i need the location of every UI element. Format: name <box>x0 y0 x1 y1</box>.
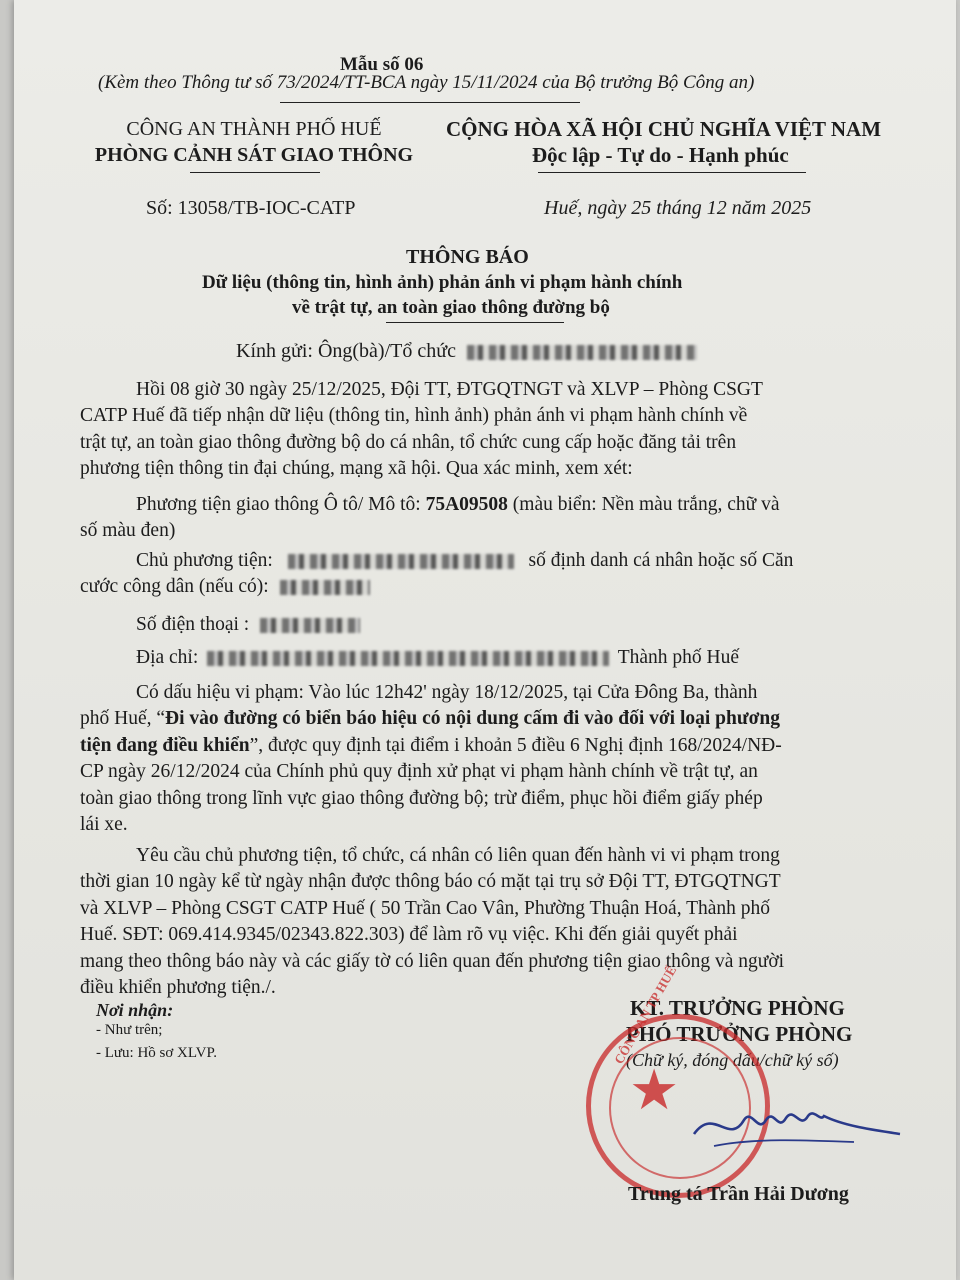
violation-line-1: Có dấu hiệu vi phạm: Vào lúc 12h42' ngày 18/12/2025, tại Cửa Đông Ba, thành <box>136 682 758 703</box>
intro-line-1: Hồi 08 giờ 30 ngày 25/12/2025, Đội TT, ĐTGQTNGT và XLVP – Phòng CSGT <box>136 379 763 400</box>
document-page <box>14 0 956 1280</box>
handwritten-signature <box>674 1086 904 1156</box>
recipients-title: Nơi nhận: <box>96 1000 174 1020</box>
phone-label: Số điện thoại : <box>136 614 250 635</box>
legal-basis: ”, được quy định tại điểm i khoản 5 điều 6 Nghị định 168/2024/NĐ- <box>249 734 782 756</box>
motto-underline <box>538 172 806 173</box>
intro-line-3: trật tự, an toàn giao thông đường bộ do cá nhân, tổ chức cung cấp hoặc đăng tải trên <box>80 431 737 453</box>
paragraph-intro <box>80 377 880 483</box>
phone-info <box>136 612 736 638</box>
violation-line-4: CP ngày 26/12/2024 của Chính phủ quy định xử phạt vi phạm hành chính về trật tự, an <box>80 761 758 783</box>
form-reference: (Kèm theo Thông tư số 73/2024/TT-BCA ngày 15/11/2024 của Bộ trưởng Bộ Công an) <box>98 72 755 93</box>
redacted-recipient <box>467 345 697 360</box>
title-underline <box>386 322 564 323</box>
intro-line-2: CATP Huế đã tiếp nhận dữ liệu (thông tin, hình ảnh) phản ánh vi phạm hành chính về <box>80 405 748 427</box>
request-line-4: Huế. SĐT: 069.414.9345/02343.822.303) để làm rõ vụ việc. Khi đến giải quyết phải <box>80 924 738 946</box>
violation-description: Đi vào đường có biển báo hiệu có nội dung cấm đi vào đối với loại phương <box>165 708 780 730</box>
violation-line-2 <box>80 706 880 732</box>
redacted-phone <box>260 618 360 633</box>
seal-text: CÔNG AN TP HUẾ <box>611 963 680 1067</box>
agency-name: CÔNG AN THÀNH PHỐ HUẾ <box>126 118 382 140</box>
request-line-2: thời gian 10 ngày kể từ ngày nhận được thông báo có mặt tại trụ sở Đội TT, ĐTGQTNGT <box>80 871 781 893</box>
violation-line-5: toàn giao thông trong lĩnh vực giao thông đường bộ; trừ điểm, phục hồi điểm giấy phép <box>80 787 763 809</box>
official-seal: ★ CÔNG AN TP HUẾ <box>586 1014 770 1198</box>
notice-title: THÔNG BÁO <box>406 246 529 268</box>
violation-line-6: lái xe. <box>80 814 128 836</box>
id-label: số định danh cá nhân hoặc số Căn <box>528 550 794 571</box>
motto: Độc lập - Tự do - Hạnh phúc <box>532 143 789 167</box>
recipient-item-2: - Lưu: Hồ sơ XLVP. <box>96 1045 217 1061</box>
department-name: PHÒNG CẢNH SÁT GIAO THÔNG <box>94 144 414 166</box>
address-city: Thành phố Huế <box>617 647 739 668</box>
redacted-id <box>280 580 370 595</box>
country-name: CỘNG HÒA XÃ HỘI CHỦ NGHĨA VIỆT NAM <box>446 117 882 141</box>
redacted-owner <box>288 554 514 569</box>
vehicle-label: Phương tiện giao thông Ô tô/ Mô tô: <box>136 494 421 515</box>
recipient-label: Kính gửi: Ông(bà)/Tổ chức <box>236 340 456 362</box>
department-underline <box>190 172 320 173</box>
violation-line-3 <box>80 733 880 759</box>
signature-note: (Chữ ký, đóng dấu/chữ ký số) <box>626 1050 839 1070</box>
citizen-id-label: cước công dân (nếu có): <box>80 576 269 598</box>
signer-name: Trung tá Trần Hải Dương <box>628 1183 849 1205</box>
recipient-line <box>236 340 697 363</box>
vehicle-info <box>80 492 880 545</box>
intro-line-4: phương tiện thông tin đại chúng, mạng xã hội. Qua xác minh, xem xét: <box>80 458 633 480</box>
notice-subtitle-2: về trật tự, an toàn giao thông đường bộ <box>292 297 610 318</box>
violation-description-end: tiện đang điều khiển <box>80 734 250 756</box>
request-line-6: điều khiển phương tiện./. <box>80 977 276 999</box>
paragraph-request <box>80 843 888 1001</box>
signer-title-1: KT. TRƯỞNG PHÒNG <box>630 996 845 1020</box>
signer-title-2: PHÓ TRƯỞNG PHÒNG <box>626 1022 853 1046</box>
violation-location: phố Huế, “ <box>80 708 166 730</box>
address-label: Địa chỉ: <box>136 647 199 668</box>
issue-date: Huế, ngày 25 tháng 12 năm 2025 <box>544 197 812 219</box>
request-line-5: mang theo thông báo này và các giấy tờ có liên quan đến phương tiện giao thông và người <box>80 950 785 972</box>
owner-label: Chủ phương tiện: <box>136 550 273 571</box>
plate-color-desc-2: số màu đen) <box>80 520 176 542</box>
notice-subtitle-1: Dữ liệu (thông tin, hình ảnh) phản ánh vi phạm hành chính <box>202 272 683 293</box>
paragraph-violation <box>80 680 880 838</box>
document-number: Số: 13058/TB-IOC-CATP <box>146 197 356 219</box>
recipient-item-1: - Như trên; <box>96 1022 163 1038</box>
form-number: Mẫu số 06 <box>340 54 424 75</box>
plate-color-desc: (màu biển: Nền màu trắng, chữ và <box>512 494 780 515</box>
header-divider <box>280 102 580 103</box>
redacted-address <box>207 651 609 666</box>
request-line-3: và XLVP – Phòng CSGT CATP Huế ( 50 Trần Cao Vân, Phường Thuận Hoá, Thành phố <box>80 897 771 919</box>
request-line-1: Yêu cầu chủ phương tiện, tổ chức, cá nhân có liên quan đến hành vi vi phạm trong <box>136 845 780 866</box>
license-plate: 75A09508 <box>425 494 508 515</box>
owner-info <box>80 548 880 601</box>
address-info <box>136 645 836 671</box>
